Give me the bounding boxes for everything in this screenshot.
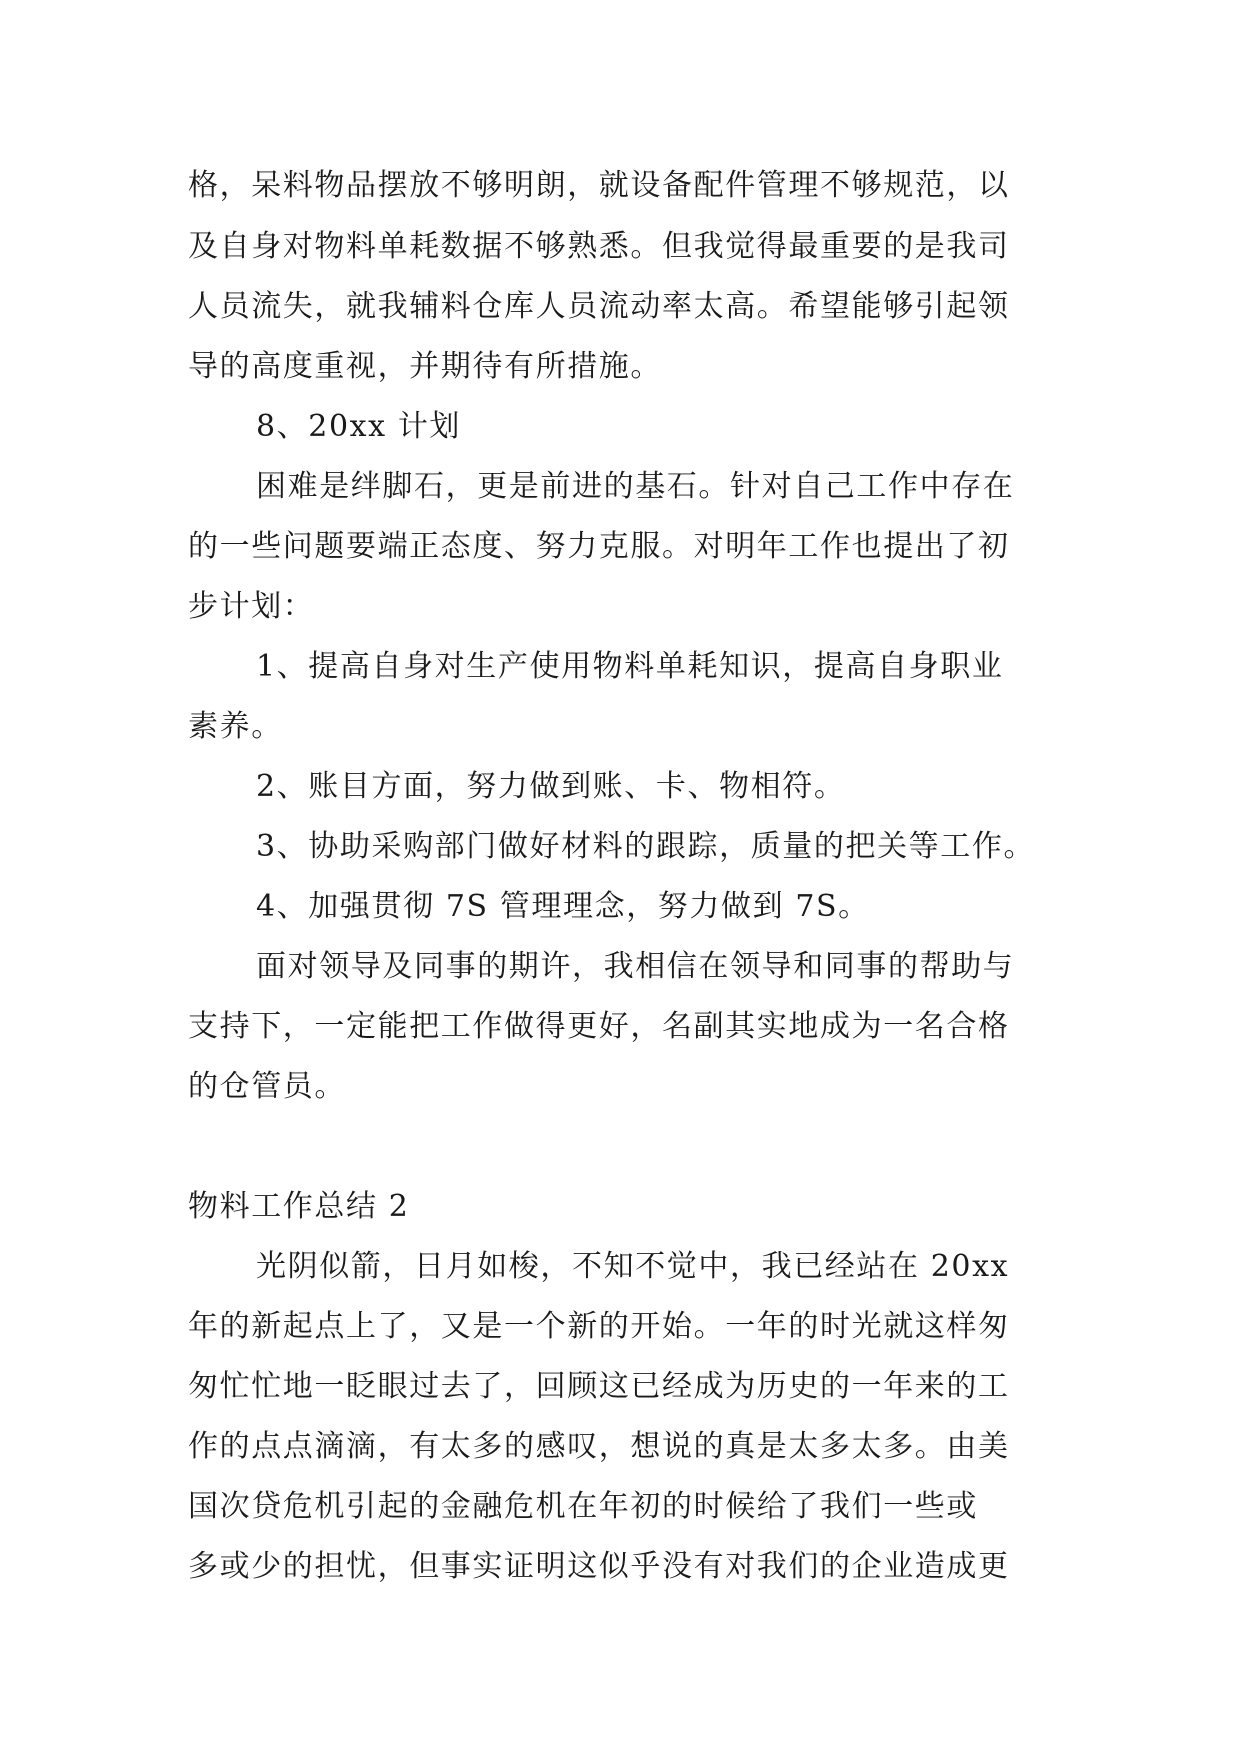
list-item: 2、账目方面，努力做到账、卡、物相符。: [256, 769, 846, 804]
paragraph-line: 的一些问题要端正态度、努力克服。对明年工作也提出了初: [188, 529, 1010, 564]
paragraph-line: 多或少的担忧，但事实证明这似乎没有对我们的企业造成更: [188, 1549, 1010, 1584]
paragraph-line: 格，呆料物品摆放不够明朗，就设备配件管理不够规范，以: [188, 168, 1010, 203]
list-item-continuation: 素养。: [188, 709, 283, 744]
paragraph-line: 面对领导及同事的期许，我相信在领导和同事的帮助与: [256, 949, 1015, 984]
list-item: 3、协助采购部门做好材料的跟踪，质量的把关等工作。: [256, 829, 1036, 864]
paragraph-line: 导的高度重视，并期待有所措施。: [188, 349, 662, 384]
paragraph-line: 的仓管员。: [188, 1069, 346, 1104]
paragraph-line: 年的新起点上了，又是一个新的开始。一年的时光就这样匆: [188, 1309, 1010, 1344]
section-title: 物料工作总结 2: [188, 1189, 410, 1224]
paragraph-line: 光阴似箭，日月如梭，不知不觉中，我已经站在 20xx: [256, 1249, 1010, 1284]
paragraph-line: 困难是绊脚石，更是前进的基石。针对自己工作中存在: [256, 469, 1015, 504]
paragraph-line: 步计划：: [188, 589, 315, 624]
paragraph-line: 支持下，一定能把工作做得更好，名副其实地成为一名合格: [188, 1009, 1010, 1044]
paragraph-line: 国次贷危机引起的金融危机在年初的时候给了我们一些或: [188, 1489, 978, 1524]
list-item: 4、加强贯彻 7S 管理理念，努力做到 7S。: [256, 889, 870, 924]
list-item: 1、提高自身对生产使用物料单耗知识，提高自身职业: [256, 649, 1004, 684]
paragraph-line: 匆忙忙地一眨眼过去了，回顾这已经成为历史的一年来的工: [188, 1369, 1010, 1404]
section-heading: 8、20xx 计划: [256, 409, 462, 444]
paragraph-line: 作的点点滴滴，有太多的感叹，想说的真是太多太多。由美: [188, 1429, 1010, 1464]
paragraph-line: 人员流失，就我辅料仓库人员流动率太高。希望能够引起领: [188, 289, 1010, 324]
paragraph-line: 及自身对物料单耗数据不够熟悉。但我觉得最重要的是我司: [188, 229, 1010, 264]
